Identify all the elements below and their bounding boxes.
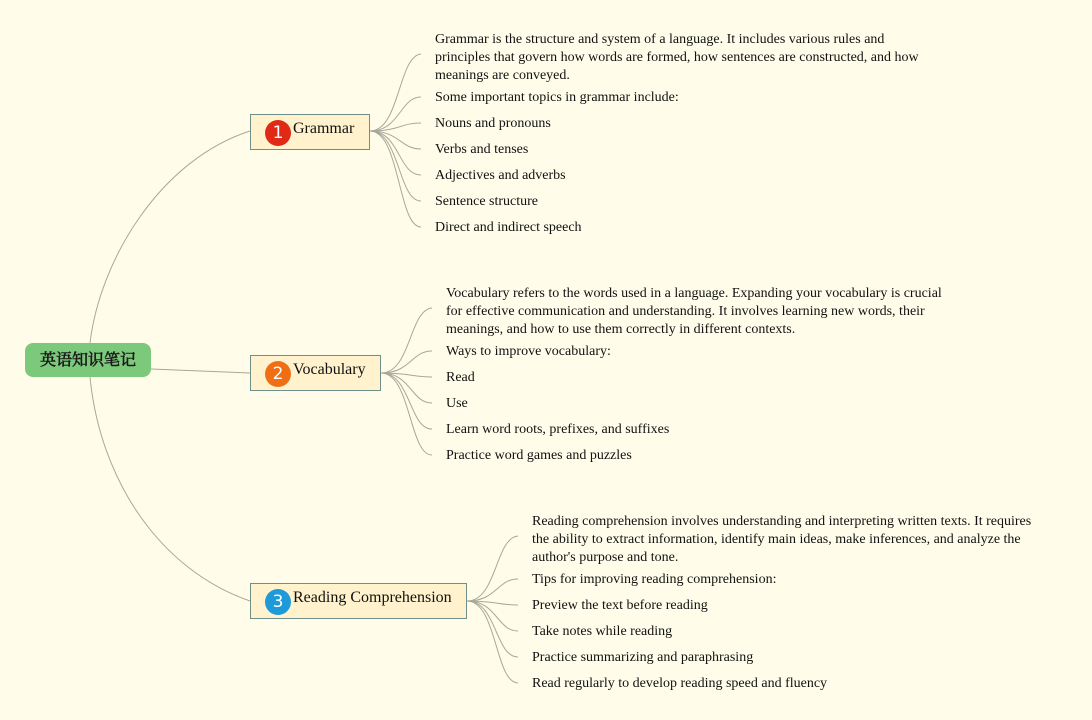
reading-item[interactable]: Read regularly to develop reading speed and fluency — [532, 676, 828, 691]
vocabulary-item[interactable]: Use — [446, 396, 468, 411]
connector-vocabulary-item — [381, 351, 432, 373]
connector-vocabulary-item — [381, 373, 432, 455]
vocabulary-item[interactable]: Practice word games and puzzles — [446, 448, 632, 463]
topic-reading-comprehension[interactable] — [250, 583, 467, 619]
reading-item[interactable]: Practice summarizing and paraphrasing — [532, 650, 754, 665]
reading-item[interactable]: Take notes while reading — [532, 624, 673, 639]
vocabulary-item[interactable]: Read — [446, 370, 475, 385]
grammar-item[interactable]: Direct and indirect speech — [435, 220, 582, 235]
root-topic[interactable]: 英语知识笔记 — [25, 343, 151, 377]
grammar-item[interactable]: Verbs and tenses — [435, 142, 529, 157]
topic-grammar[interactable] — [250, 114, 370, 150]
grammar-description[interactable]: Grammar is the structure and system of a language. It includes various rules and principles that govern how words are formed, how sentences are constructed, and how meanings are conveyed. — [435, 32, 919, 83]
connector-reading-item — [467, 579, 518, 601]
grammar-item[interactable]: Some important topics in grammar include: — [435, 90, 679, 105]
connector-grammar-item — [370, 131, 421, 227]
topic-vocabulary[interactable] — [250, 355, 381, 391]
grammar-item[interactable]: Adjectives and adverbs — [435, 168, 566, 183]
connector-root-grammar — [90, 131, 250, 343]
reading-description[interactable]: Reading comprehension involves understanding and interpreting written texts. It requires the ability to extract information, identify main ideas, make inferences, and analyze the author's purpose and tone. — [532, 514, 1032, 565]
connector-grammar-desc — [370, 54, 421, 131]
priority-3-icon: 3 — [265, 589, 291, 615]
connector-reading-desc — [467, 536, 518, 601]
priority-2-icon: 2 — [265, 361, 291, 387]
connector-vocabulary-item — [381, 373, 432, 403]
grammar-item[interactable]: Nouns and pronouns — [435, 116, 551, 131]
connector-grammar-item — [370, 131, 421, 201]
connector-reading-item — [467, 601, 518, 683]
vocabulary-item[interactable]: Learn word roots, prefixes, and suffixes — [446, 422, 670, 437]
topic-label: Reading Comprehension — [293, 589, 452, 606]
grammar-item[interactable]: Sentence structure — [435, 194, 539, 209]
vocabulary-description[interactable]: Vocabulary refers to the words used in a language. Expanding your vocabulary is crucial for effective communication and understanding. It involves learning new words, their meanings, and how to use them correctly in different contexts. — [446, 286, 942, 337]
connector-reading-item — [467, 601, 518, 631]
connector-root-vocabulary — [151, 369, 250, 373]
connector-vocabulary-desc — [381, 308, 432, 373]
connector-root-reading — [90, 377, 250, 601]
topic-label: Grammar — [293, 120, 355, 137]
reading-item[interactable]: Tips for improving reading comprehension: — [532, 572, 777, 587]
priority-1-icon: 1 — [265, 120, 291, 146]
vocabulary-item[interactable]: Ways to improve vocabulary: — [446, 344, 611, 359]
topic-label: Vocabulary — [293, 361, 366, 378]
reading-item[interactable]: Preview the text before reading — [532, 598, 708, 613]
